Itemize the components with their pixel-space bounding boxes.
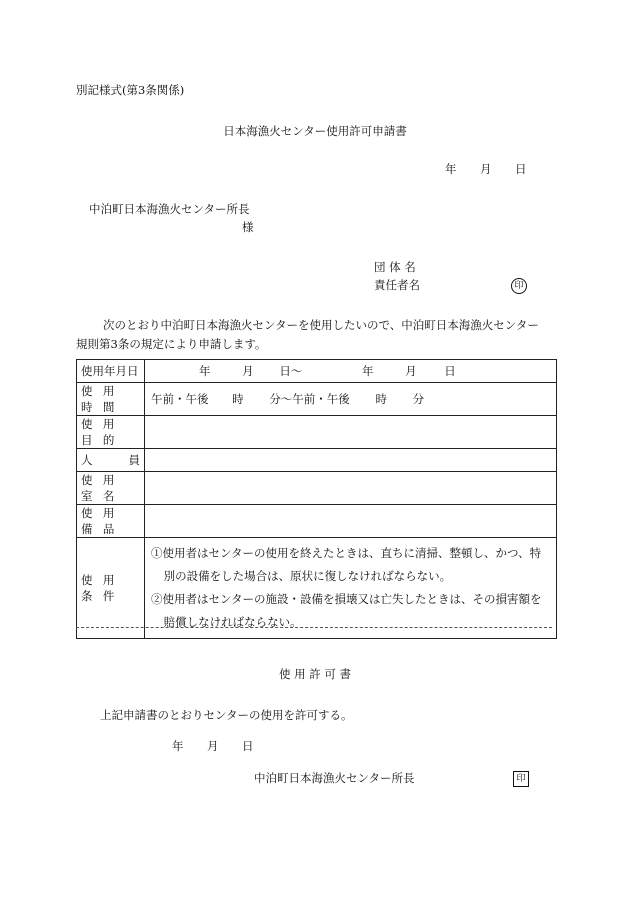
usage-time-minute1: 分〜午前・午後 [269,392,350,406]
usage-date-year1: 年 [199,364,211,378]
cut-line-divider [76,627,552,628]
usage-purpose-field[interactable] [145,416,557,449]
usage-date-label: 使用年月日 [77,360,145,383]
table-row-time [77,383,557,416]
usage-date-month2: 月 [405,364,417,378]
equipment-label-text: 使用備品 [81,506,125,536]
table-row-date [77,360,557,383]
permit-title: 使 用 許 可 書 [278,667,352,681]
usage-time-hour2: 時 [375,392,387,406]
permit-issuer: 中泊町日本海漁火センター所長 [254,771,415,785]
date-year-label: 年 [445,162,457,176]
group-name-label: 団 体 名 [374,260,416,274]
room-name-label-text: 使用室名 [81,473,125,503]
table-row-equipment [77,505,557,538]
application-table [76,359,557,639]
condition-item: ①使用者はセンターの使用を終えたときは、直ちに清掃、整頓し、かつ、特別の設備をした場合は、原状に復しなければならない。 [151,546,542,583]
date-day-label: 日 [515,162,527,176]
page-title: 日本海漁火センター使用許可申請書 [223,124,407,138]
condition-item: ②使用者はセンターの施設・設備を損壊又は亡失したときは、その損害額を賠償しなければならない。 [151,592,542,629]
permit-day-label: 日 [242,739,254,753]
usage-date-month1: 月 [242,364,254,378]
people-count-label [77,449,145,472]
usage-date-year2: 年 [361,364,374,378]
intro-line-1: 次のとおり中泊町日本海漁火センターを使用したいので、中泊町日本海漁火センター [103,318,539,332]
usage-date-day1: 日〜 [279,364,303,378]
date-month-label: 月 [480,162,492,176]
equipment-field[interactable] [145,505,557,538]
form-reference: 別記様式(第3条関係) [76,83,185,97]
seal-icon: 印 [511,278,527,294]
addressee-honorific: 様 [242,220,254,234]
conditions-label [77,538,145,639]
intro-line-2: 規則第3条の規定により申請します。 [76,337,267,351]
equipment-label [77,505,145,538]
people-label-a: 人 [81,453,93,467]
room-name-field[interactable] [145,472,557,505]
usage-purpose-label [77,416,145,449]
usage-date-field[interactable] [145,360,557,383]
usage-time-label-text: 使用時間 [81,384,125,414]
table-row-people [77,449,557,472]
usage-time-ampm1: 午前・午後 [151,392,209,406]
table-row-room [77,472,557,505]
addressee-name: 中泊町日本海漁火センター所長 [89,202,250,216]
usage-time-hour1: 時 [232,392,244,406]
usage-date-day2: 日 [444,364,456,378]
conditions-text [145,538,557,639]
usage-purpose-label-text: 使用目的 [81,417,125,447]
seal-stamp-icon: 印 [513,771,529,787]
usage-time-field[interactable] [145,383,557,416]
table-row-purpose [77,416,557,449]
permit-month-label: 月 [207,739,219,753]
permit-year-label: 年 [172,739,184,753]
table-row-conditions [77,538,557,639]
room-name-label [77,472,145,505]
representative-label: 責任者名 [374,278,420,292]
permit-text: 上記申請書のとおりセンターの使用を許可する。 [100,708,353,722]
people-label-b: 員 [128,453,140,467]
people-count-field[interactable] [145,449,557,472]
conditions-label-text: 使用条件 [81,573,125,603]
usage-time-label [77,383,145,416]
usage-time-minute2: 分 [412,392,425,406]
